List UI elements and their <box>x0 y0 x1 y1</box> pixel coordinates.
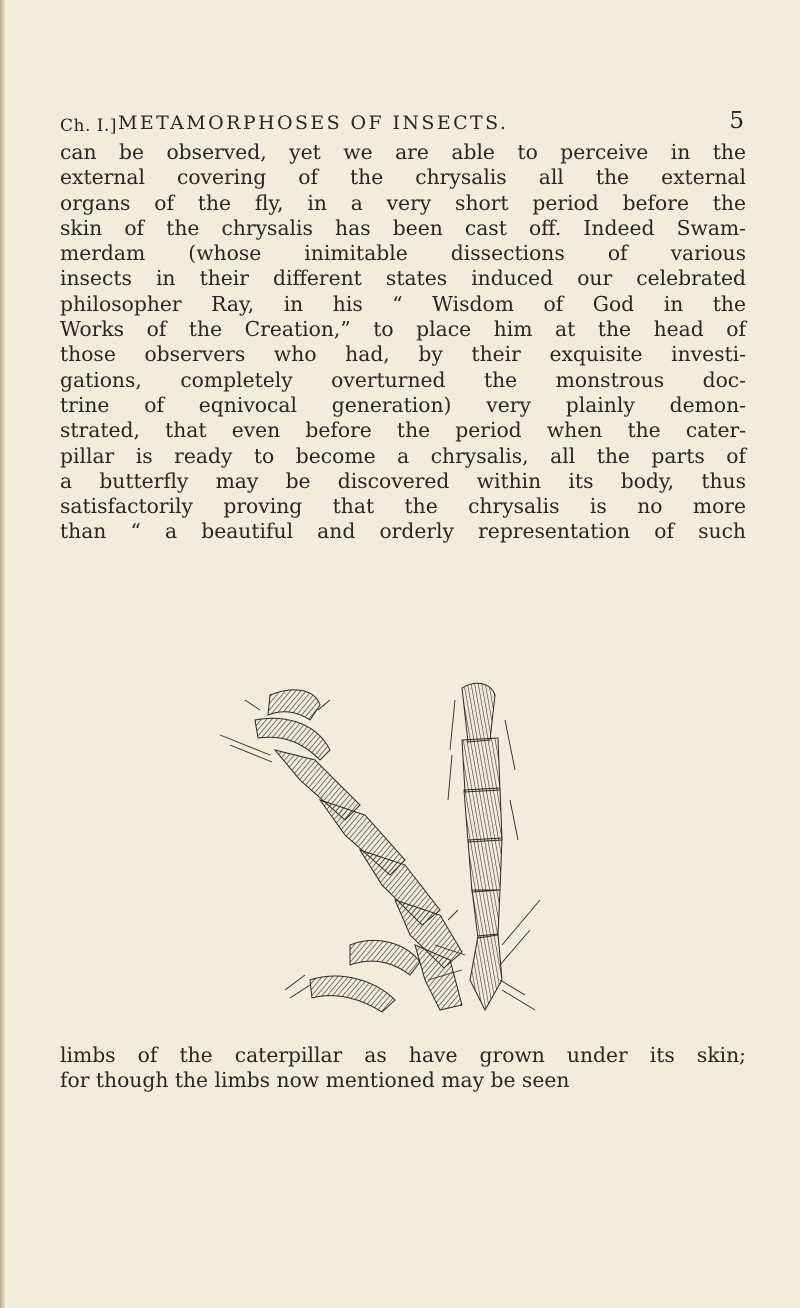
page-number: 5 <box>729 108 744 134</box>
right-limb-illustration <box>462 683 502 1010</box>
text-line: strated, that even before the period when the cater- <box>60 418 746 443</box>
chapter-reference: Ch. I.] <box>60 116 118 136</box>
text-line: trine of eqnivocal generation) very plainly demon- <box>60 392 746 417</box>
insect-limbs-engraving <box>200 680 640 1025</box>
text-line: those observers who had, by their exquisite investi- <box>60 342 746 367</box>
text-line: skin of the chrysalis has been cast off. Indeed Swam- <box>60 215 746 240</box>
text-line: limbs of the caterpillar as have grown under its skin; <box>60 1043 746 1067</box>
text-line: merdam (whose inimitable dissections of various <box>60 241 746 266</box>
left-limb-illustration <box>255 690 462 1012</box>
running-title: METAMORPHOSES OF INSECTS. <box>118 112 509 134</box>
text-line: insects in their different states induced our celebrated <box>60 266 746 291</box>
text-line: than “ a beautiful and orderly representation of such <box>60 519 746 544</box>
body-text-bottom <box>60 1043 746 1094</box>
text-line: Works of the Creation,” to place him at the head of <box>60 317 746 342</box>
text-line: a butterfly may be discovered within its body, thus <box>60 468 746 493</box>
text-line: organs of the fly, in a very short period before the <box>60 190 746 215</box>
text-line: external covering of the chrysalis all the external <box>60 165 746 190</box>
text-line: philosopher Ray, in his “ Wisdom of God in the <box>60 291 746 316</box>
page-edge-shadow <box>0 0 5 1308</box>
body-text-top <box>60 140 746 545</box>
text-line: gations, completely overturned the monstrous doc- <box>60 367 746 392</box>
text-line: for though the limbs now mentioned may be seen <box>60 1068 570 1093</box>
text-line: satisfactorily proving that the chrysalis is no more <box>60 494 746 519</box>
text-line: pillar is ready to become a chrysalis, all the parts of <box>60 443 746 468</box>
text-line: can be observed, yet we are able to perceive in the <box>60 140 746 164</box>
